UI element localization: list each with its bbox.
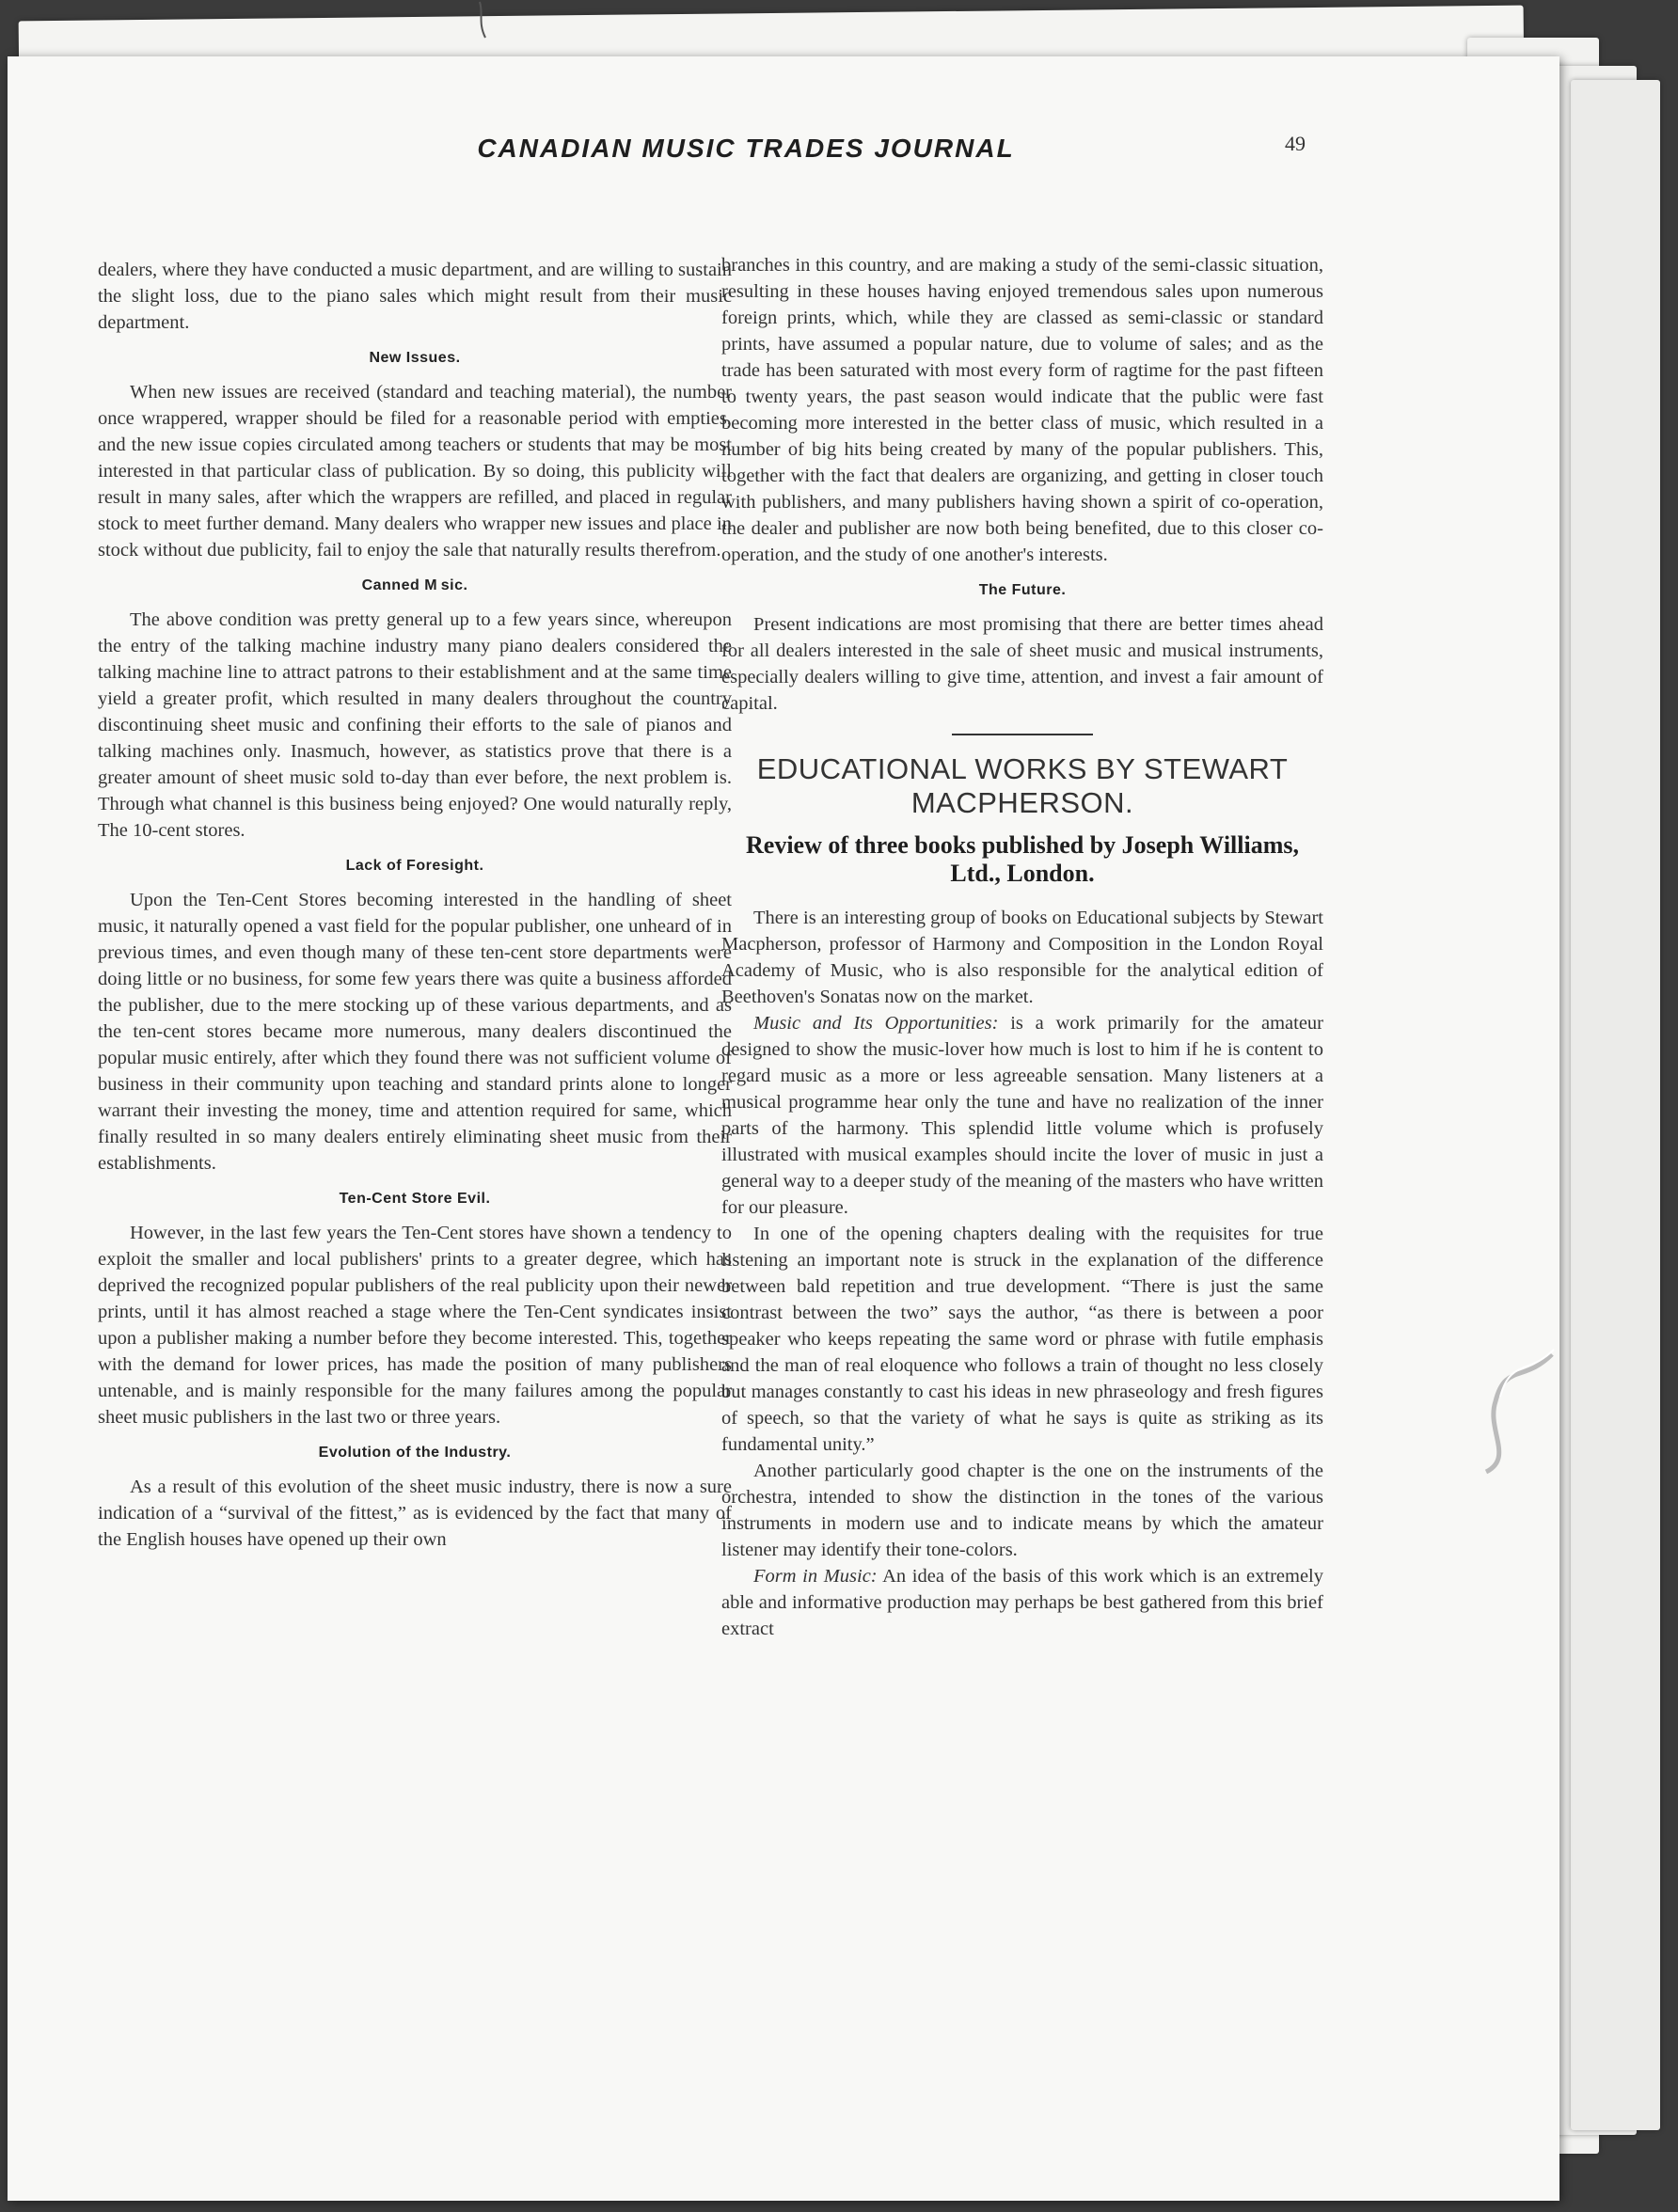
- right-paragraph-7: [721, 1563, 1323, 1642]
- left-paragraph-2: When new issues are received (standard and teaching material), the number once wrappered, wrapper should be filed for a reasonable period with empties, and the new issue copies circulated among teachers or students that may be most interested in that particular class of publication. By so doing, this publicity will result in many sales, after which the wrappers are refilled, and placed in regular stock to meet further demand. Many dealers who wrapper new issues and place in stock without due publicity, fail to enjoy the sale that naturally results therefrom.: [98, 382, 732, 561]
- background-page-right-3: [1571, 80, 1660, 2130]
- page-number: 49: [1285, 132, 1306, 155]
- article-subheadline: Review of three books published by Joseph Williams, Ltd., London.: [746, 831, 1299, 887]
- scratch-mark-top: [470, 0, 499, 47]
- running-title: CANADIAN MUSIC TRADES JOURNAL: [477, 134, 1015, 163]
- right-paragraph-1: branches in this country, and are making a study of the semi-classic situation, resulting in these houses having enjoyed tremendous sales upon numerous foreign prints, which, while they are classed as semi-classic or standard prints, have assumed a popular nature, due to volume of sales; and as the trade has been saturated with most every form of ragtime for the past fifteen to twenty years, the past season would indicate that the public were fast becoming more interested in the better class of music, which resulted in a number of big hits being created by many of the popular publishers. This, together with the fact that dealers are organizing, and getting in closer touch with publishers, and many publishers having shown a spirit of co-operation, the dealer and publisher are now both being benefited, due to this closer co-operation, and the study of one another's interests.: [721, 255, 1323, 565]
- section-divider-rule: [952, 734, 1093, 735]
- right-paragraph-4: [721, 1010, 1323, 1221]
- book-title-form-in-music: Form in Music:: [753, 1566, 878, 1587]
- heading-new-issues: New Issues.: [369, 350, 461, 366]
- right-column: [721, 252, 1323, 1642]
- left-paragraph-4: Upon the Ten-Cent Stores becoming interested in the handling of sheet music, it naturally opened a vast field for the popular publisher, one unheard of in previous times, and even though many of these ten-cent store departments were doing little or no business, for some few years there was quite a business afforded the publisher, due to the mere stocking up of these various departments, and as the ten-cent stores became more numerous, many dealers discontinued the popular music entirely, after which they found there was not sufficient volume of business in their community upon teaching and standard prints alone to longer warrant their investing the money, time and attention required for same, which finally resulted in so many dealers entirely eliminating sheet music from their establishments.: [98, 890, 732, 1174]
- right-paragraph-3: There is an interesting group of books on Educational subjects by Stewart Macpherson, professor of Harmony and Composition in the London Royal Academy of Music, who is also responsible for the analytical edition of Beethoven's Sonatas now on the market.: [721, 908, 1323, 1007]
- right-paragraph-6: Another particularly good chapter is the one on the instruments of the orchestra, intended to show the distinction in the tones of the various instruments in modern use and to indicate means by which the amateur listener may identify their tone-colors.: [721, 1461, 1323, 1560]
- left-paragraph-5: However, in the last few years the Ten-Cent stores have shown a tendency to exploit the smaller and local publishers' prints to a greater degree, which has deprived the recognized popular publishers of the real publicity upon their newer prints, until it has almost reached a stage where the Ten-Cent syndicates insist upon a publisher making a number before they become interested. This, together with the demand for lower prices, has made the position of many publishers untenable, and is mainly responsible for the many failures among the popular sheet music publishers in the last two or three years.: [98, 1223, 732, 1428]
- left-paragraph-6: As a result of this evolution of the sheet music industry, there is now a sure indication of a “survival of the fittest,” as is evidenced by the fact that many of the English houses have opened up their own: [98, 1477, 732, 1550]
- heading-canned-music: Canned M sic.: [361, 577, 468, 593]
- heading-the-future: The Future.: [978, 582, 1067, 598]
- left-paragraph-3: The above condition was pretty general up to a few years since, whereupon the entry of the talking machine industry many piano dealers considered the talking machine line to attract patrons to their establishment and at the same time yield a greater profit, which resulted in many dealers throughout the country discontinuing sheet music and confining their efforts to the sale of pianos and talking machines only. Inasmuch, however, as statistics prove that there is a greater amount of sheet music sold to-day than ever before, the next problem is. Through what channel is this business being enjoyed? One would naturally reply, The 10-cent stores.: [98, 609, 732, 841]
- scratch-mark-right: [1411, 1317, 1561, 1477]
- left-column: [98, 257, 732, 1553]
- article-headline: EDUCATIONAL WORKS BY STEWART MACPHERSON.: [756, 752, 1289, 819]
- heading-lack-of-foresight: Lack of Foresight.: [345, 858, 484, 874]
- left-paragraph-1: dealers, where they have conducted a music department, and are willing to sustain the slight loss, due to the piano sales which might result from their music department.: [98, 260, 732, 333]
- right-paragraph-7-text: An idea of the basis of this work which is an extremely able and informative production may perhaps be best gathered from this brief extract: [721, 1566, 1323, 1639]
- heading-ten-cent-store-evil: Ten-Cent Store Evil.: [339, 1191, 491, 1207]
- right-paragraph-2: Present indications are most promising that there are better times ahead for all dealers interested in the sale of sheet music and musical instruments, especially dealers willing to give time, attention, and invest a fair amount of capital.: [721, 614, 1323, 714]
- heading-evolution-of-industry: Evolution of the Industry.: [318, 1445, 512, 1461]
- right-paragraph-4-text: is a work primarily for the amateur designed to show the music-lover how much is lost to him if he is content to regard music as a more or less agreeable sensation. Many listeners at a musical programme hear only the tune and have no realization of the inner parts of the harmony. This splendid little volume which is profusely illustrated with musical examples should incite the lover of music in just a general way to a deeper study of the meaning of the masters who have written for our pleasure.: [721, 1013, 1323, 1218]
- right-paragraph-5: In one of the opening chapters dealing with the requisites for true listening an important note is struck in the explanation of the difference between bald repetition and true development. “There is just the same contrast between the two” says the author, “as there is between a poor speaker who keeps repeating the same word or phrase with futile emphasis and the man of real eloquence who follows a train of thought no less closely but manages constantly to cast his ideas in new phraseology and fresh figures of speech, so that the variety of what he says is quite as striking as its fundamental unity.”: [721, 1224, 1323, 1455]
- book-title-music-opportunities: Music and Its Opportunities:: [753, 1013, 999, 1034]
